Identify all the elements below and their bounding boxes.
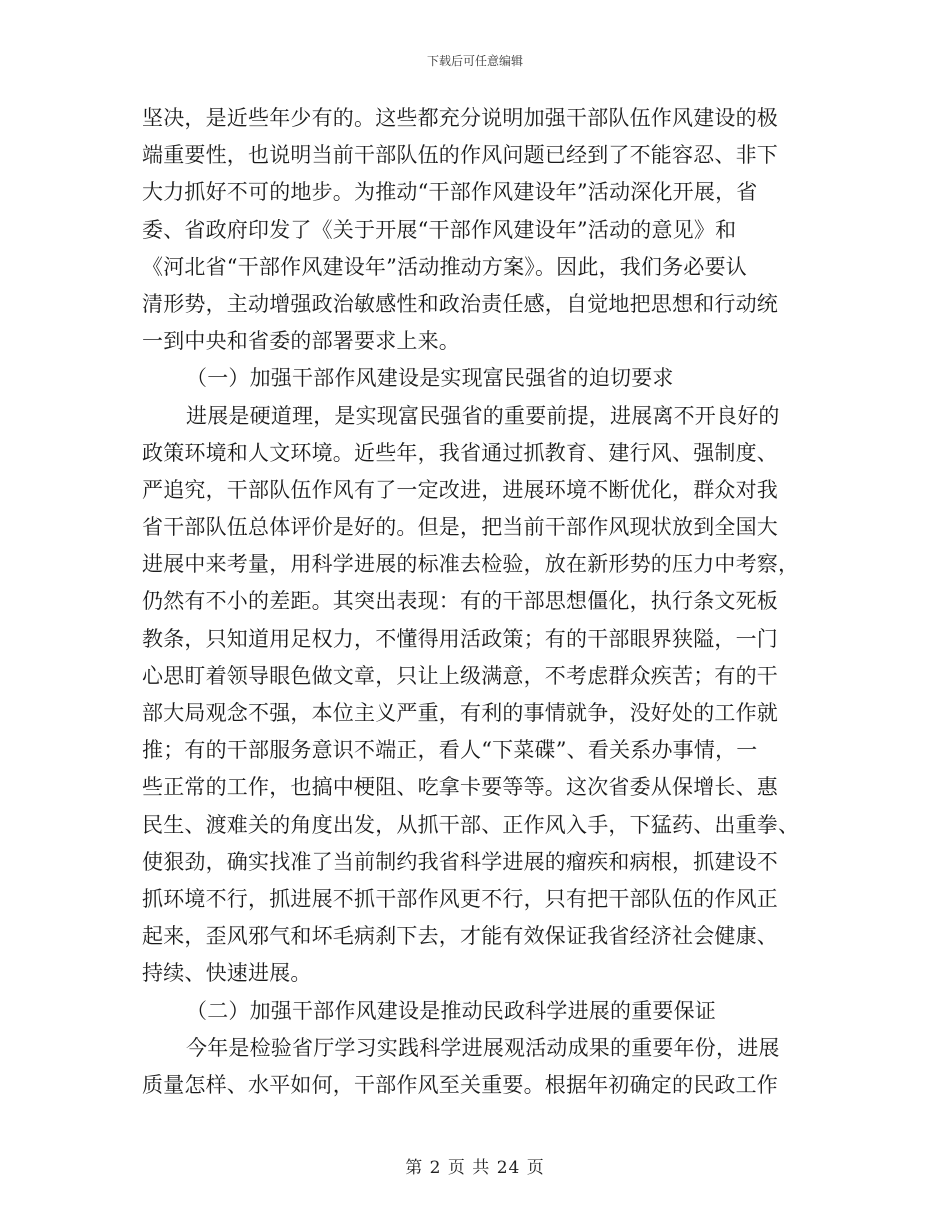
- page-number-footer: 第 2 页 共 24 页: [405, 1158, 545, 1178]
- text-line: 《河北省“干部作风建设年”活动推动方案》。因此，我们务必要认: [142, 254, 747, 279]
- text-line: 部大局观念不强，本位主义严重，有利的事情就争，没好处的工作就: [142, 701, 778, 725]
- text-line: 仍然有不小的差距。其突出表现：有的干部思想僵化，执行条文死板: [142, 589, 778, 614]
- text-line: 进展中来考量，用科学进展的标准去检验，放在新形势的压力中考察，: [142, 552, 800, 577]
- text-line: 推；有的干部服务意识不端正，看人“下菜碟”、看关系办事情，一: [142, 738, 758, 763]
- text-line: 进展是硬道理，是实现富民强省的重要前提，进展离不开良好的: [186, 403, 780, 428]
- text-line: 起来，歪风邪气和坏毛病刹下去，才能有效保证我省经济社会健康、: [142, 924, 778, 949]
- text-line: 清形势，主动增强政治敏感性和政治责任感，自觉地把思想和行动统: [142, 291, 778, 316]
- text-line: 使狠劲，确实找准了当前制约我省科学进展的瘤疾和病根，抓建设不: [142, 849, 778, 874]
- text-line: 些正常的工作，也搞中梗阻、吃拿卡要等等。这次省委从保增长、惠: [142, 775, 778, 800]
- text-line: 严追究，干部队伍作风有了一定改进，进展环境不断优化，群众对我: [142, 477, 778, 502]
- text-line: 大力抓好不可的地步。为推动“干部作风建设年”活动深化开展，省: [142, 180, 758, 205]
- text-line: 今年是检验省厅学习实践科学进展观活动成果的重要年份，进展: [186, 1035, 780, 1060]
- section-heading: （二）加强干部作风建设是推动民政科学进展的重要保证: [186, 998, 716, 1023]
- text-line: 端重要性，也说明当前干部队伍的作风问题已经到了不能容忍、非下: [142, 143, 778, 168]
- text-line: 心思盯着领导眼色做文章，只让上级满意，不考虑群众疾苦；有的干: [142, 663, 778, 688]
- text-line: 一到中央和省委的部署要求上来。: [142, 329, 460, 354]
- page-header-note: 下载后可任意编辑: [426, 54, 523, 68]
- document-body: [142, 100, 802, 1104]
- text-line: 政策环境和人文环境。近些年，我省通过抓教育、建行风、强制度、: [142, 440, 778, 465]
- text-line: 持续、快速进展。: [142, 961, 312, 986]
- section-heading: （一）加强干部作风建设是实现富民强省的迫切要求: [186, 366, 674, 391]
- text-line: 教条，只知道用足权力，不懂得用活政策；有的干部眼界狭隘，一门: [142, 626, 778, 651]
- text-line: 质量怎样、水平如何，干部作风至关重要。根据年初确定的民政工作: [142, 1072, 778, 1097]
- text-line: 民生、渡难关的角度出发，从抓干部、正作风入手，下猛药、出重拳、: [142, 812, 800, 837]
- text-line: 坚决，是近些年少有的。这些都充分说明加强干部队伍作风建设的极: [142, 106, 778, 130]
- text-line: 省干部队伍总体评价是好的。但是，把当前干部作风现状放到全国大: [142, 515, 778, 540]
- text-line: 抓环境不行，抓进展不抓干部作风更不行，只有把干部队伍的作风正: [142, 886, 778, 911]
- text-line: 委、省政府印发了《关于开展“干部作风建设年”活动的意见》和: [142, 217, 737, 242]
